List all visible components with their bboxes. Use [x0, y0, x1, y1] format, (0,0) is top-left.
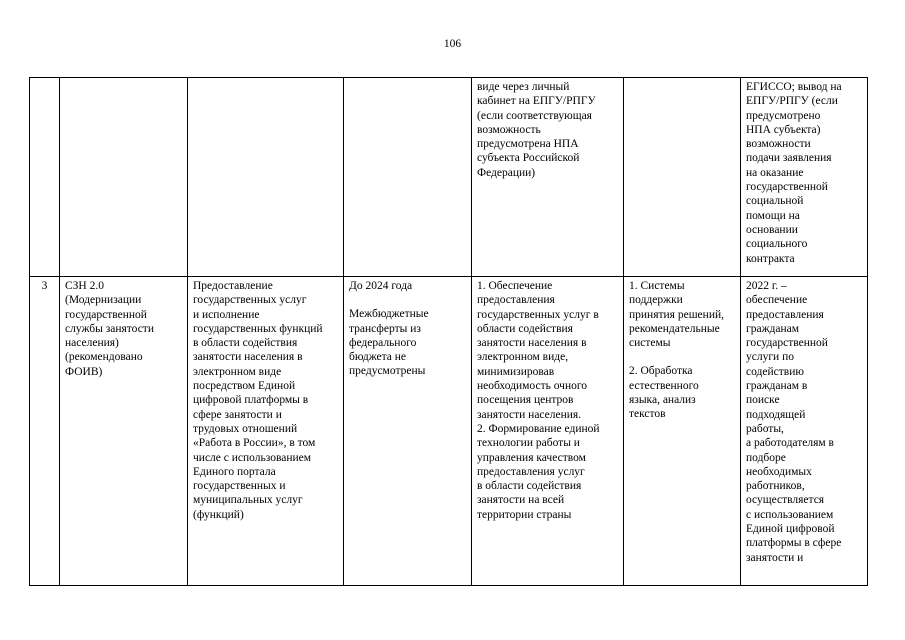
cell-text-line: работы, [746, 422, 784, 435]
cell-text-line: виде через личный [477, 81, 570, 93]
cell-text-line: числе с использованием [193, 451, 312, 464]
cell-text-line: предоставления услуг [477, 465, 585, 478]
cell-text-line: государственных услуг в [477, 308, 599, 321]
cell-text-line: 3 [41, 280, 48, 292]
cell-text-line: необходимых [746, 465, 812, 478]
cell-project-name [60, 78, 188, 277]
cell-text-line: (Модернизации [65, 294, 142, 307]
cell-text-line: территории страны [477, 508, 572, 521]
cell-text-line: текстов [629, 408, 666, 421]
cell-text-line: занятости на всей [477, 494, 565, 507]
cell-text-line: предусмотрены [349, 365, 426, 378]
cell-text-line: электронном виде, [477, 351, 569, 364]
cell-text-line: цифровой платформы в [193, 394, 309, 407]
cell-text-line: а работодателям в [746, 437, 834, 450]
cell-text-line: услуги по [746, 351, 794, 364]
cell-text-line: занятости населения. [477, 408, 582, 421]
cell-funding [344, 78, 472, 277]
cell-text-line: 2. Обработка [629, 365, 693, 378]
cell-text-line: в области содействия [193, 337, 298, 350]
cell-text-line: государственных функций [193, 322, 323, 335]
cell-text-line: подборе [746, 451, 786, 464]
cell-text-line: возможности [746, 138, 811, 151]
cell-goals [472, 78, 624, 277]
cell-text-line: поддержки [629, 294, 683, 307]
cell-text-line: государственных услуг [193, 294, 307, 307]
cell-text-line: электронном виде [193, 365, 282, 378]
cell-text-line: гражданам в [746, 380, 808, 393]
cell-text-line: подачи заявления [746, 152, 832, 165]
cell-goals [472, 277, 624, 586]
cell-text-line: области содействия [477, 322, 573, 335]
cell-text-line: 2022 г. – [746, 280, 787, 292]
cell-text-line: НПА субъекта) [746, 123, 821, 136]
cell-text-line: трудовых отношений [193, 422, 298, 435]
cell-funding [344, 277, 472, 586]
cell-text-line: (функций) [193, 508, 244, 521]
cell-text-line: необходимость очного [477, 380, 588, 393]
cell-text-line: предоставления [746, 308, 824, 321]
cell-text-line: посредством Единой [193, 380, 296, 393]
cell-number [30, 78, 60, 277]
cell-technologies [624, 78, 741, 277]
cell-text-line: предусмотрено [746, 109, 821, 122]
cell-service-description [188, 78, 344, 277]
cell-text-line: До 2024 года [349, 280, 413, 292]
cell-text-line: федерального [349, 336, 417, 349]
cell-technologies [624, 277, 741, 586]
cell-text-line: обеспечение [746, 294, 808, 307]
cell-text-line: бюджета не [349, 351, 407, 364]
cell-text-line: и исполнение [193, 308, 260, 321]
cell-text-line: 2. Формирование единой [477, 422, 600, 435]
cell-text-line: ЕГИССО; вывод на [746, 81, 842, 93]
cell-text-line: принятия решений, [629, 308, 724, 321]
cell-text-line: Предоставление [193, 280, 273, 292]
cell-text-line: Единого портала [193, 465, 276, 478]
cell-text-line: возможность [477, 123, 541, 136]
cell-text-line: поиске [746, 394, 780, 407]
table-row [30, 78, 868, 277]
cell-text-line: гражданам [746, 322, 800, 335]
cell-number [30, 277, 60, 586]
cell-text-line: основании [746, 223, 798, 236]
cell-text-line: минимизировав [477, 365, 555, 378]
cell-text-line: языка, анализ [629, 394, 696, 407]
cell-text-line: Федерации) [477, 166, 536, 179]
cell-text-line: сфере занятости и [193, 408, 282, 421]
cell-text-line: социального [746, 238, 808, 251]
cell-text-line: управления качеством [477, 451, 586, 464]
cell-text-line: ФОИВ) [65, 365, 103, 378]
cell-text-line: государственной [746, 181, 828, 194]
cell-text-line: «Работа в России», в том [193, 437, 316, 450]
cell-text-line: Единой цифровой [746, 523, 835, 536]
table-row [30, 277, 868, 586]
cell-text-line: (если соответствующая [477, 109, 592, 122]
cell-text-line: занятости населения в [477, 337, 587, 350]
cell-text-line: помощи на [746, 209, 800, 222]
cell-text-line: государственной [65, 308, 147, 321]
cell-text-line: Межбюджетные [349, 308, 429, 321]
cell-text-line: подходящей [746, 408, 806, 421]
cell-text-line: ЕПГУ/РПГУ (если [746, 95, 838, 108]
cell-text-line: платформы в сфере [746, 537, 842, 550]
page-number: 106 [443, 38, 462, 50]
cell-text-line: государственной [746, 337, 828, 350]
cell-text-line: кабинет на ЕПГУ/РПГУ [477, 95, 596, 108]
cell-text-line: социальной [746, 195, 804, 208]
document-table [29, 77, 868, 586]
table-body [30, 78, 868, 586]
cell-service-description [188, 277, 344, 586]
cell-text-line: занятости и [746, 551, 804, 564]
cell-text-line: службы занятости [65, 322, 154, 335]
cell-text-line: содействию [746, 365, 804, 378]
cell-text-line: 1. Обеспечение [477, 280, 553, 292]
cell-spacer [349, 293, 467, 307]
cell-spacer [629, 350, 736, 364]
cell-text-line: субъекта Российской [477, 152, 580, 165]
cell-text-line: с использованием [746, 508, 834, 521]
cell-text-line: (рекомендовано [65, 351, 143, 364]
cell-text-line: трансферты из [349, 322, 421, 335]
cell-text-line: муниципальных услуг [193, 494, 303, 507]
cell-text-line: СЗН 2.0 [65, 280, 104, 292]
cell-text-line: технологии работы и [477, 437, 580, 450]
cell-text-line: системы [629, 337, 671, 350]
cell-text-line: осуществляется [746, 494, 825, 507]
cell-results [741, 277, 868, 586]
cell-text-line: естественного [629, 379, 699, 392]
cell-text-line: в области содействия [477, 480, 582, 493]
cell-text-line: посещения центров [477, 394, 574, 407]
cell-project-name [60, 277, 188, 586]
cell-text-line: предусмотрена НПА [477, 138, 579, 151]
cell-text-line: занятости населения в [193, 351, 303, 364]
cell-text-line: предоставления [477, 294, 555, 307]
cell-text-line: рекомендательные [629, 322, 720, 335]
cell-text-line: государственных и [193, 480, 286, 493]
cell-text-line: 1. Системы [629, 280, 685, 292]
cell-text-line: работников, [746, 480, 805, 493]
cell-text-line: населения) [65, 337, 119, 350]
cell-text-line: на оказание [746, 166, 804, 179]
cell-text-line: контракта [746, 252, 795, 265]
cell-results [741, 78, 868, 277]
